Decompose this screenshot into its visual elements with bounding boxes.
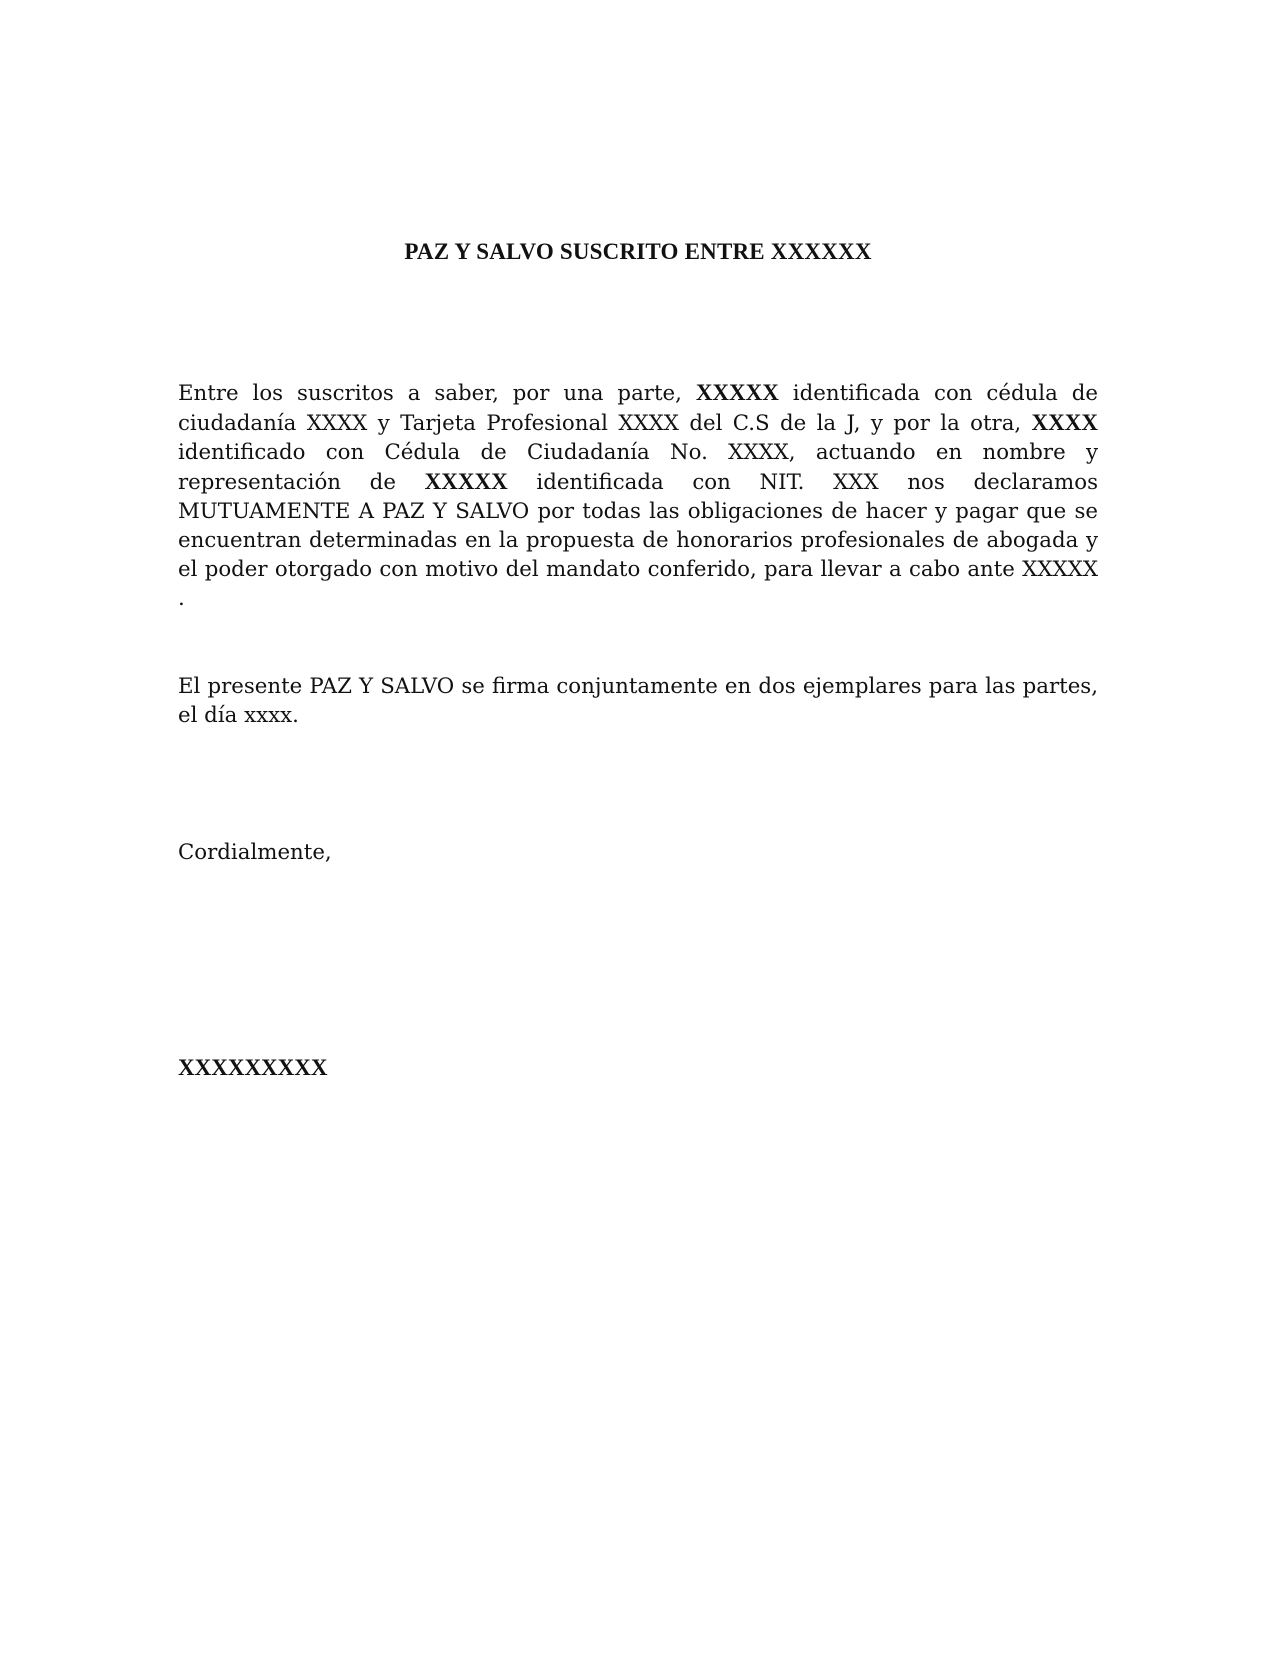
body-paragraph-signing: El presente PAZ Y SALVO se firma conjuntamente en dos ejemplares para las partes, el día xxxx. (178, 674, 1098, 728)
paragraph-text: identificada con NIT. XXX nos declaramos MUTUAMENTE A PAZ Y SALVO por todas las obligaciones de hacer y pagar que se encuentran determinadas en la propuesta de honorarios profesionales de abogada y el poder otorgado con motivo del mandato conferido, para llevar a cabo ante XXXXX . (178, 470, 1098, 611)
paragraph-text: Entre los suscritos a saber, por una parte, (178, 381, 696, 406)
bold-party-name: XXXXX (695, 380, 779, 405)
body-paragraph-parties (178, 378, 1098, 613)
closing-salutation: Cordialmente, (178, 840, 332, 865)
bold-party-name: XXXX (1031, 410, 1098, 435)
paragraph-text: identificado con Cédula de Ciudadanía No. XXXX, actuando en nombre y representación de (178, 440, 1098, 495)
signature-name: XXXXXXXXX (178, 1055, 328, 1080)
document-title: PAZ Y SALVO SUSCRITO ENTRE XXXXXX (404, 239, 872, 264)
bold-party-name: XXXXX (424, 469, 508, 494)
paragraph-text: identificada con cédula de ciudadanía XXXX y Tarjeta Profesional XXXX del C.S de la J, y por la otra, (178, 381, 1098, 436)
